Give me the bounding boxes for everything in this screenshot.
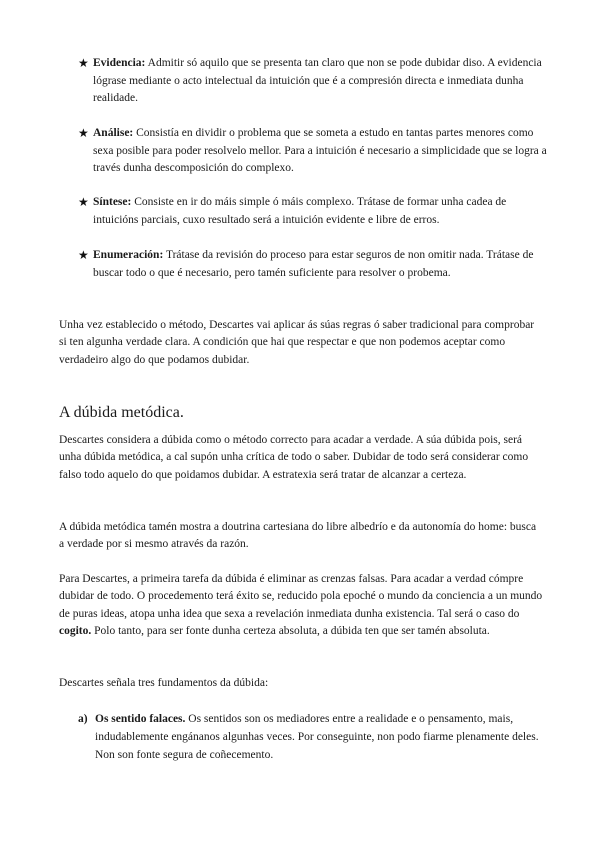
star-icon: ★ — [78, 195, 89, 209]
bullet-term: Síntese: — [93, 196, 132, 208]
star-icon: ★ — [78, 248, 89, 262]
bullet-sintese — [78, 194, 548, 229]
bullet-evidencia — [78, 55, 548, 108]
bullet-term: Análise: — [93, 127, 134, 139]
paragraph-3-text-end: Polo tanto, para ser fonte dunha certeza absoluta, a dúbida ten que ser tamén absoluta. — [91, 625, 490, 638]
bullet-body: Consiste en ir do máis simple ó máis complexo. Trátase de formar unha cadea de intuicións parciais, cuxo resultado será a intuición evidente e libre de erros. — [93, 196, 507, 226]
paragraph-2: A dúbida metódica tamén mostra a doutrina cartesiana do libre albedrío e da autonomía do home: busca a verdade por si mesmo através da razón. — [59, 521, 537, 551]
star-icon: ★ — [78, 126, 89, 140]
bullet-text — [93, 194, 548, 229]
paragraph-3-text-start: Para Descartes, a primeira tarefa da dúbida é eliminar as crenzas falsas. Para acadar a verdad cómpre dubidar de todo. O procedemento terá éxito se, reducido pola epoché o mundo da conciencia a un mundo de puras ideas, atopa unha idea que sexa a revelación inmediata dunha existencia. Tal será o caso do — [59, 573, 543, 620]
section-heading: A dúbida metódica. — [59, 404, 184, 421]
paragraph-method: Unha vez establecido o método, Descartes vai aplicar ás súas regras ó saber tradicional para comprobar si ten algunha verdade clara. A condición que hai que respectar e que non podemos aceptar como verdadeiro algo do que podamos dubidar. — [59, 319, 535, 366]
cogito-keyword: cogito. — [59, 625, 92, 638]
paragraph-3 — [59, 571, 544, 641]
list-item-text — [95, 711, 548, 764]
bullet-term: Evidencia: — [93, 57, 146, 69]
bullet-body: Admitir só aquilo que se presenta tan claro que non se pode dubidar diso. A evidencia lógrase mediante o acto intelectual da intuición que é a compresión directa e inmediata dunha realidade. — [93, 57, 542, 105]
paragraph-4: Descartes señala tres fundamentos da dúbida: — [59, 677, 269, 689]
list-item-body: Os sentidos son os mediadores entre a realidade e o pensamento, mais, indudablemente engánanos algunhas veces. Por conseguinte, non podo fiarme plenamente deles. Non son fonte segura de coñecemento. — [95, 713, 539, 761]
bullet-text — [93, 125, 548, 178]
bullet-body: Trátase da revisión do proceso para estar seguros de non omitir nada. Trátase de buscar todo o que é necesario, pero tamén suficiente para resolver o probema. — [93, 249, 534, 279]
paragraph-1: Descartes considera a dúbida como o método correcto para acadar a verdade. A súa dúbida pois, será unha dúbida metódica, a cal supón unha crítica de todo o saber. Dubidar de todo será considerar como falso todo aquelo do que poidamos dubidar. A estratexia será tratar de alcanzar a certeza. — [59, 434, 529, 481]
list-item-term: Os sentido falaces. — [95, 713, 186, 725]
bullet-text — [93, 55, 548, 108]
list-marker: a) — [78, 713, 88, 725]
bullet-body: Consistía en dividir o problema que se someta a estudo en tantas partes menores como sexa posible para poder resolvelo mellor. Para a intuición é necesario a simplicidade que se logra a través dunha descomposición do complexo. — [93, 127, 547, 175]
bullet-term: Enumeración: — [93, 249, 164, 261]
bullet-enumeracion — [78, 247, 548, 282]
bullet-text — [93, 247, 548, 282]
bullet-analise — [78, 125, 548, 178]
list-item-a — [78, 711, 548, 764]
star-icon: ★ — [78, 56, 89, 70]
